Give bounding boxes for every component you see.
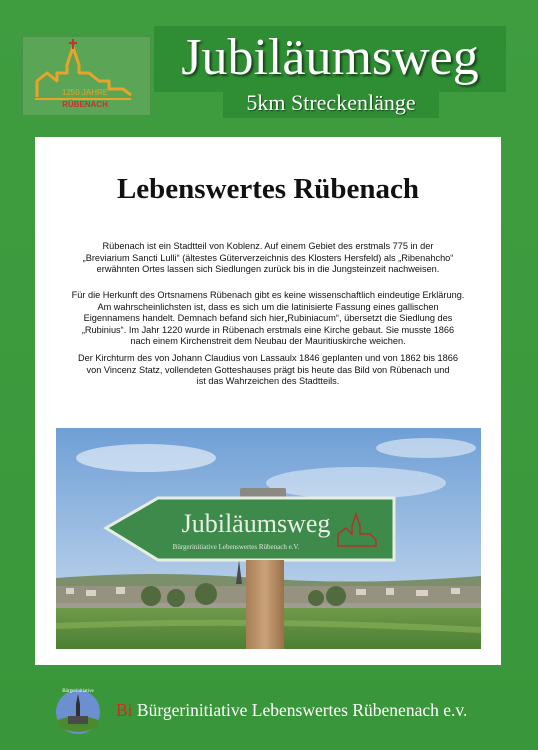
route-length: 5km Streckenlänge [246, 90, 416, 115]
paragraph-2 [45, 290, 491, 348]
citizens-initiative-logo [50, 686, 106, 736]
svg-text:RÜBENACH: RÜBENACH [62, 100, 108, 109]
text-line: Der Kirchturm des von Johann Claudius von Lassaulx 1846 geplanten und von 1862 bis 1866 [77, 353, 458, 363]
sign-subtitle: Bürgerinitiative Lebenswertes Rübenach e.V. [172, 543, 300, 551]
text-line: Für die Herkunft des Ortsnamens Rübenach gibt es keine wissenschaftlich eindeutige Erklärung. [71, 290, 465, 300]
text-line: „Breviarium Sancti Lulli“ (ältestes Güterverzeichnis des Klosters Hersfeld) als „Ribenahcho“ [82, 252, 454, 263]
text-line: Am wahrscheinlichsten ist, dass es sich um die latinisierte Fassung eines gallischen [97, 301, 439, 312]
paragraph-1 [45, 241, 491, 276]
jubilee-logo [22, 36, 151, 116]
panel-heading: Lebenswertes Rübenach [116, 173, 420, 205]
sign-title: Jubiläumsweg [181, 509, 331, 538]
subtitle-box [223, 88, 439, 118]
svg-text:Bürgerinitiative: Bürgerinitiative [62, 689, 94, 694]
paragraph-3 [45, 353, 491, 388]
title-box [154, 26, 506, 92]
text-line: ist das Wahrzeichen des Stadtteils. [196, 376, 340, 387]
text-line: von Vincenz Statz, vollendeten Gotteshauses prägt bis heute das Bild von Rübenach und [86, 364, 450, 375]
text-line: „Rubinius“. Im Jahr 1220 wurde in Rübenach erstmals eine Kirche gebaut. Sie musste 1866 [81, 324, 455, 335]
text-line: Eigennamens handelt. Demnach befand sich hier„Rubiniacum“, übersetzt die Siedlung des [83, 313, 453, 324]
text-line: nach einem Kirchenstreit dem Neubau der Mauritiuskirche weichen. [130, 336, 406, 347]
signpost-photo [56, 428, 481, 649]
footer-organization [116, 700, 467, 721]
content-panel [35, 137, 501, 665]
page-title: Jubiläumsweg [181, 29, 479, 86]
bi-mark: Bi [116, 700, 133, 720]
text-line: Rübenach ist ein Stadtteil von Koblenz. Auf einem Gebiet des erstmals 775 in der [102, 241, 434, 251]
text-line: erwähnten Ortes lassen sich Siedlungen zurück bis in die Jungsteinzeit nachweisen. [96, 264, 440, 275]
organization-name: Bürgerinitiative Lebenswertes Rübenenach e.v. [132, 700, 468, 720]
svg-text:1250 JAHRE: 1250 JAHRE [61, 88, 109, 97]
